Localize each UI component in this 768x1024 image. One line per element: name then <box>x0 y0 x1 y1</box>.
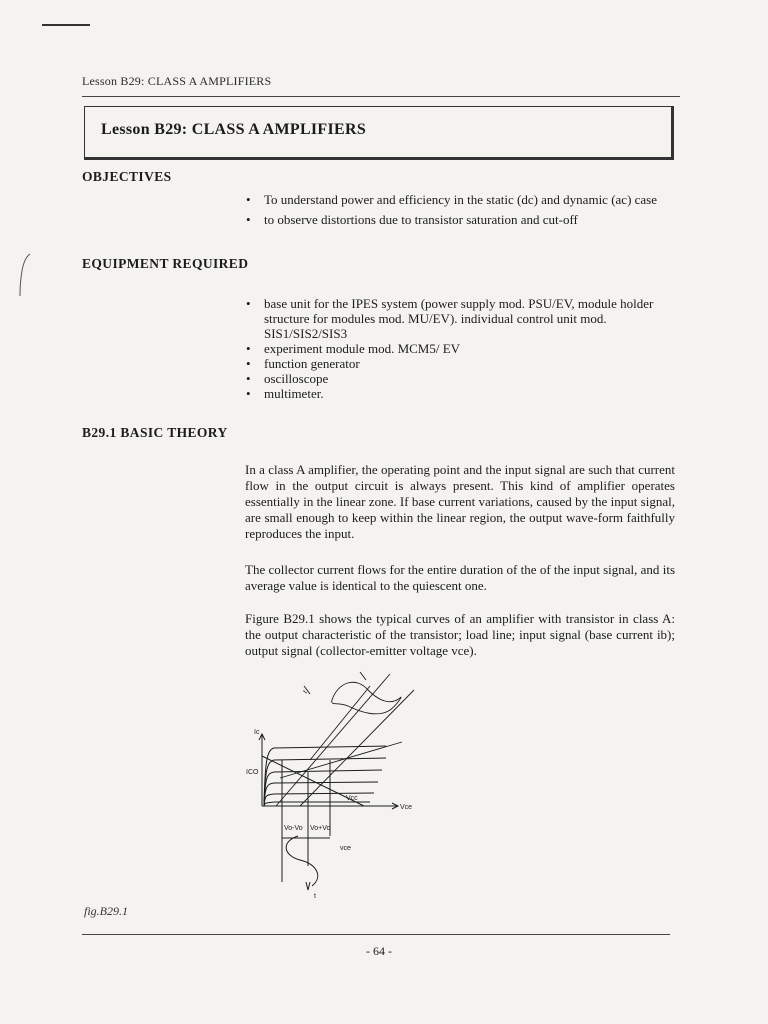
theory-heading: B29.1 BASIC THEORY <box>82 425 228 440</box>
list-item: • experiment module mod. MCM5/ EV <box>244 341 678 356</box>
lesson-title-box <box>84 106 674 160</box>
list-item: • oscilloscope <box>244 371 678 386</box>
vo-plus-label: Vo+Vo <box>310 825 331 832</box>
class-a-curves-figure <box>240 660 440 905</box>
figure-caption: fig.B29.1 <box>84 904 128 918</box>
input-signal-projection <box>276 672 414 806</box>
vo-minus-label: Vo-Vo <box>284 825 303 832</box>
theory-paragraph: Figure B29.1 shows the typical curves of an amplifier with transistor in class A: the output characteristic of the transistor; load line; input signal (base current ib); output signal (collector-emitter voltage vce). <box>245 611 675 658</box>
vce-wave-label: vce <box>340 845 351 852</box>
vce-axis-label: Vce <box>400 804 413 811</box>
margin-pen-mark <box>16 252 36 303</box>
ico-label: ICO <box>246 769 259 776</box>
list-item: • multimeter. <box>244 386 678 401</box>
list-item: • function generator <box>244 356 678 371</box>
t-top-label: t <box>302 689 309 696</box>
running-header: Lesson B29: CLASS A AMPLIFIERS <box>82 74 272 88</box>
lesson-title: Lesson B29: CLASS A AMPLIFIERS <box>101 121 367 138</box>
amplifier-diagram <box>240 660 440 900</box>
equipment-heading: EQUIPMENT REQUIRED <box>82 256 249 271</box>
vcc-label: Vcc <box>346 795 358 802</box>
page-number: - 64 - <box>366 944 392 958</box>
objectives-list <box>244 192 680 227</box>
equipment-list <box>244 296 678 401</box>
list-item: • To understand power and efficiency in the static (dc) and dynamic (ac) case <box>244 192 680 207</box>
t-label: t <box>314 893 316 900</box>
ic-label: Ic <box>254 729 260 736</box>
footer-rule <box>82 934 670 935</box>
list-item: • to observe distortions due to transistor saturation and cut-off <box>244 212 680 227</box>
list-item: • base unit for the IPES system (power supply mod. PSU/EV, module holder structure for modules mod. MU/EV). individual control unit mod. SIS1/SIS2/SIS3 <box>244 296 678 341</box>
header-rule <box>82 96 680 97</box>
theory-paragraph: In a class A amplifier, the operating point and the input signal are such that current flow in the output circuit is always present. This kind of amplifier operates essentially in the linear zone. If base current variations, caused by the input signal, are small enough to keep within the linear region, the output wave-form faithfully reproduces the input. <box>245 462 675 541</box>
theory-paragraph: The collector current flows for the entire duration of the of the input signal, and its average value is identical to the quiescent one. <box>245 562 675 593</box>
objectives-heading: OBJECTIVES <box>82 169 172 184</box>
scan-mark <box>42 24 90 26</box>
